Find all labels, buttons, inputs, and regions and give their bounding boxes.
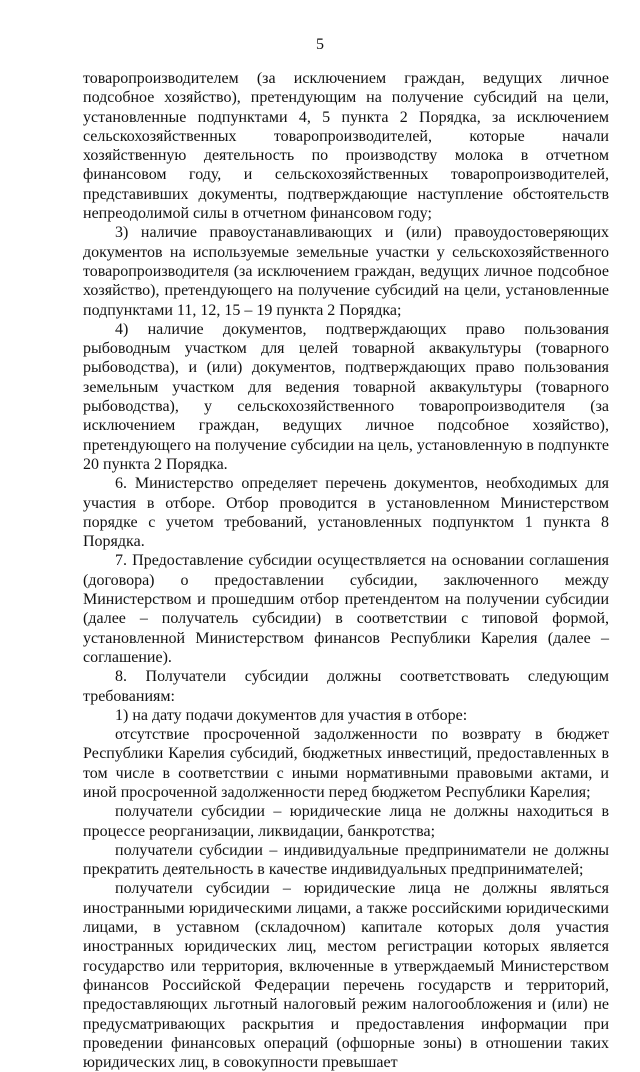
paragraph: товаропроизводителем (за исключением граждан, ведущих личное подсобное хозяйство), претендующим на получение субсидий на цели, установленные подпунктами 4, 5 пункта 2 Порядка, за исключением сельскохозяйственных товаропроизводителей, которые начали хозяйственную деятельность по производству молока в отчетном финансовом году, и сельскохозяйственных товаропроизводителей, представивших документы, подтверждающие наступление обстоятельств непреодолимой силы в отчетном финансовом году; [83, 70, 609, 223]
paragraph: 8. Получатели субсидии должны соответствовать следующим требованиям: [83, 668, 609, 705]
paragraph: 7. Предоставление субсидии осуществляется на основании соглашения (договора) о предоставлении субсидии, заключенного между Министерством и прошедшим отбор претендентом на получении субсидии (далее – получатель субсидии) в соответствии с типовой формой, установленной Министерством финансов Республики Карелия (далее – соглашение). [83, 552, 609, 666]
paragraph: 3) наличие правоустанавливающих и (или) правоудостоверяющих документов на используемые земельные участки у сельскохозяйственного товаропроизводителя (за исключением граждан, ведущих личное подсобное хозяйство), претендующего на получение субсидий на цели, установленные подпунктами 11, 12, 15 – 19 пункта 2 Порядка; [83, 224, 609, 319]
paragraph: получатели субсидии – юридические лица не должны находиться в процессе реорганизации, ликвидации, банкротства; [83, 803, 609, 840]
document-body [83, 69, 609, 1072]
paragraph: получатели субсидии – индивидуальные предприниматели не должны прекратить деятельность в качестве индивидуальных предпринимателей; [83, 841, 609, 879]
paragraph: 4) наличие документов, подтверждающих право пользования рыбоводным участком для целей товарной аквакультуры (товарного рыбоводства), и (или) документов, подтверждающих право пользования земельным участком для ведения товарной аквакультуры (товарного рыбоводства), у сельскохозяйственного товаропроизводителя (за исключением граждан, ведущих личное подсобное хозяйство), претендующего на получение субсидии на цель, установленную в подпункте 20 пункта 2 Порядка. [83, 320, 609, 473]
page-number: 5 [316, 36, 324, 53]
paragraph: отсутствие просроченной задолженности по возврату в бюджет Республики Карелия субсидий, бюджетных инвестиций, предоставленных в том числе в соответствии с иными нормативными правовыми актами, и иной просроченной задолженности перед бюджетом Республики Карелия; [83, 726, 609, 801]
paragraph: получатели субсидии – юридические лица не должны являться иностранными юридическими лицами, а также российскими юридическими лицами, в уставном (складочном) капитале которых доля участия иностранных юридических лиц, местом регистрации которых является государство или территория, включенные в утверждаемый Министерством финансов Российской Федерации перечень государств и территорий, предоставляющих льготный налоговый режим налогообложения и (или) не предусматривающих раскрытия и предоставления информации при проведении финансовых операций (офшорные зоны) в отношении таких юридических лиц, в совокупности превышает [83, 880, 609, 1072]
paragraph: 6. Министерство определяет перечень документов, необходимых для участия в отборе. Отбор проводится в установленном Министерством порядке с учетом требований, установленных подпунктом 1 пункта 8 Порядка. [83, 475, 609, 551]
paragraph: 1) на дату подачи документов для участия в отборе: [115, 706, 468, 724]
